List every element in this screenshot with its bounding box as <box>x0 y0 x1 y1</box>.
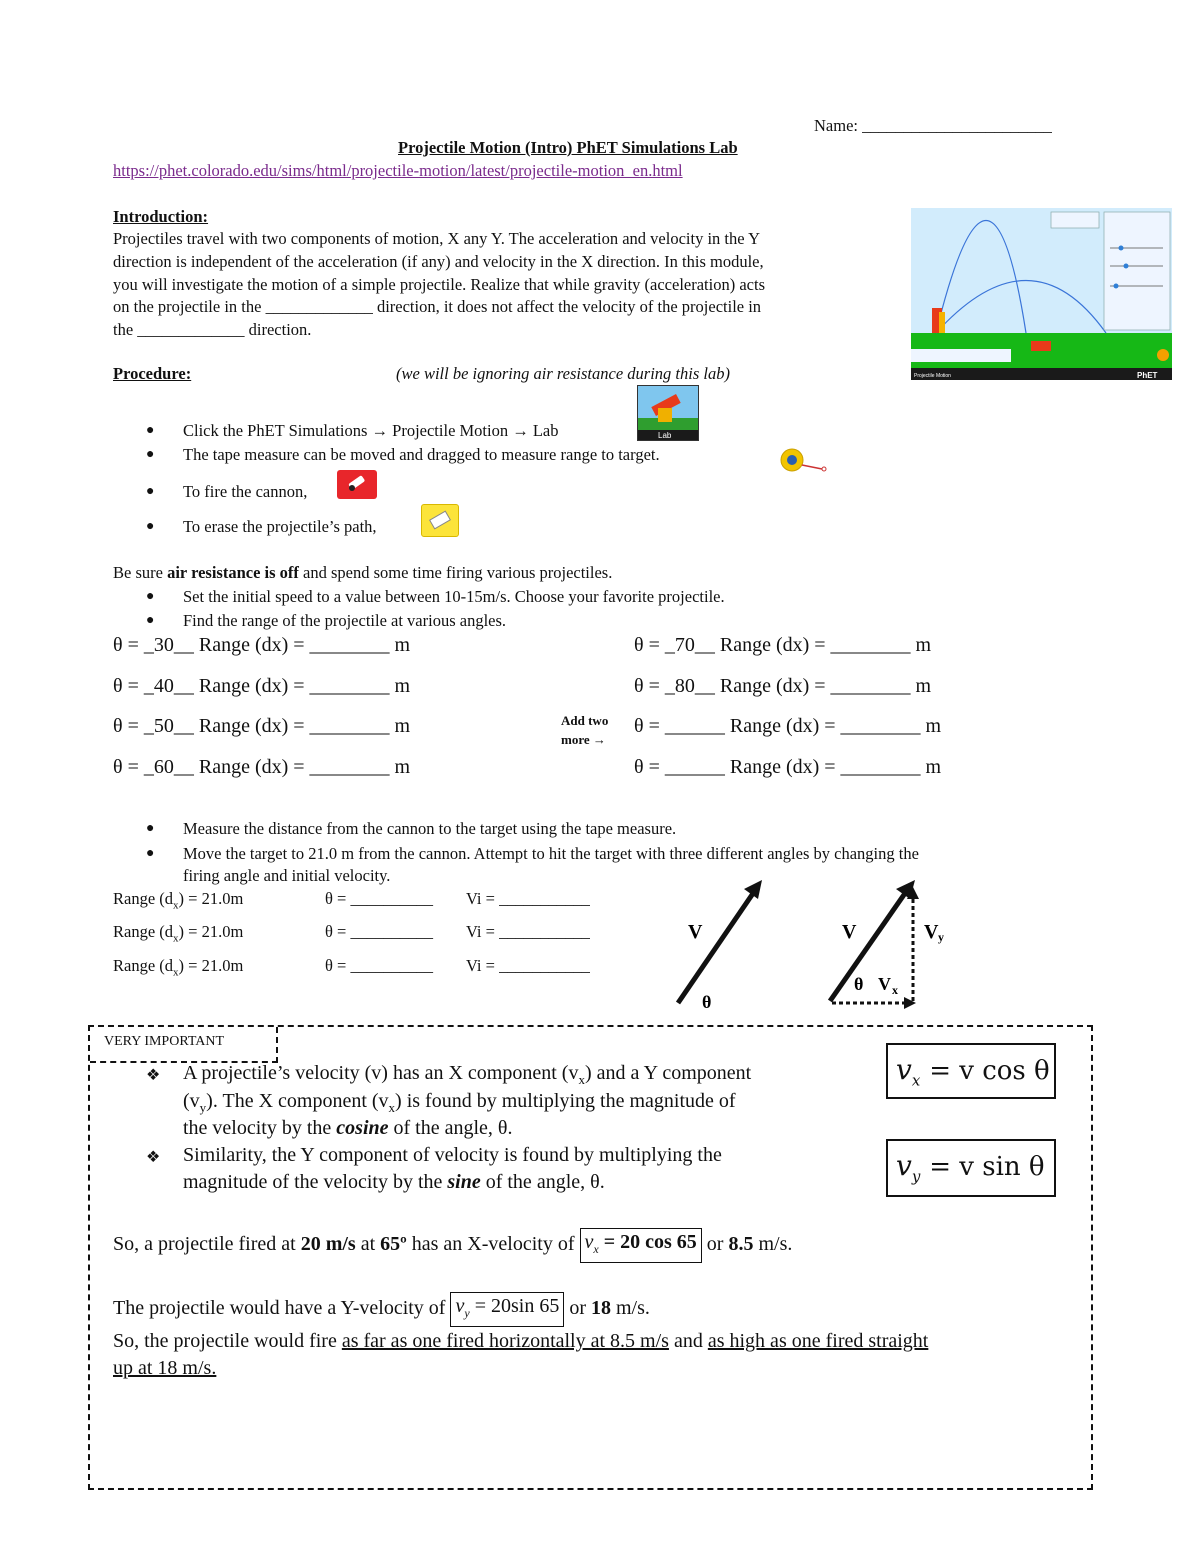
range-value: ) = 21.0m <box>178 922 244 941</box>
angle-row-right-3: θ = ______ Range (dx) = ________ m <box>634 715 942 737</box>
sim-footer-right: PhET <box>1137 371 1158 380</box>
name-field-label: Name: _______________________ <box>814 116 1052 135</box>
air-bold: air resistance is off <box>167 563 299 582</box>
ex1-box-sub: x <box>593 1242 599 1256</box>
vy-example-box <box>450 1292 564 1327</box>
x-velocity-example <box>113 1228 792 1263</box>
range-sub: x <box>173 932 179 945</box>
procedure-step-3: To fire the cannon, <box>183 482 308 501</box>
bullet-dot: ● <box>146 423 155 438</box>
velocity-label: V <box>688 921 703 943</box>
eq1-rhs: = v cos θ <box>929 1056 1050 1086</box>
velocity-arrow <box>678 889 756 1003</box>
theta-label: θ <box>854 974 864 994</box>
b1-text-b: ) and a Y component <box>584 1062 752 1084</box>
range-sub: x <box>173 966 179 979</box>
eq2-rhs: = v sin θ <box>929 1152 1045 1182</box>
theta-blank-1: θ = __________ <box>325 889 433 908</box>
important-bullet-2-line-2 <box>183 1169 605 1196</box>
b1-sub-x: x <box>578 1072 585 1087</box>
ex2-unit: m/s. <box>611 1297 650 1320</box>
b1-sub-x2: x <box>388 1100 396 1115</box>
vy-sub: y <box>938 930 944 944</box>
b1-text-g: of the angle, θ. <box>388 1117 513 1139</box>
procedure-step-1: Click the PhET Simulations → Projectile Motion → Lab <box>183 421 559 440</box>
air-bullet-1: Set the initial speed to a value between 10-15m/s. Choose your favorite projectile. <box>183 587 725 606</box>
vx-label: V <box>878 974 891 994</box>
bullet-dot: ● <box>146 846 155 861</box>
vx-example-box <box>580 1228 702 1263</box>
eq2-sub: y <box>911 1167 921 1186</box>
eq1-v: v <box>896 1053 912 1086</box>
bullet-dot: ● <box>146 484 155 499</box>
intro-line-5: the _____________ direction. <box>113 320 312 339</box>
angle-row-right-2: θ = _80__ Range (dx) = ________ m <box>634 675 932 697</box>
sim-link[interactable]: https://phet.colorado.edu/sims/html/projectile-motion/latest/projectile-motion_en.html <box>113 161 683 180</box>
page-title: Projectile Motion (Intro) PhET Simulations Lab <box>398 138 738 157</box>
important-label: VERY IMPORTANT <box>104 1034 225 1049</box>
lab-icon <box>637 385 699 441</box>
angle-row-right-1: θ = _70__ Range (dx) = ________ m <box>634 634 932 656</box>
intro-line-1: Projectiles travel with two components of motion, X any Y. The acceleration and velocity in the Y <box>113 229 761 248</box>
fire-button-icon <box>337 470 377 499</box>
important-bullet-1-line-3 <box>183 1115 513 1142</box>
ex2-after: or <box>564 1297 591 1320</box>
components-vector-diagram <box>820 875 960 1015</box>
air-resistance-instruction <box>113 563 612 583</box>
angle-row-left-3: θ = _50__ Range (dx) = ________ m <box>113 715 411 737</box>
theta-label: θ <box>702 992 712 1012</box>
b2-text-b: of the angle, θ. <box>480 1171 605 1193</box>
conc-u2: as high as one fired straight <box>707 1330 929 1352</box>
important-bullet-2-line-1: Similarity, the Y component of velocity is found by multiplying the <box>183 1144 722 1166</box>
ex1-pre: So, a projectile fired at <box>113 1233 301 1256</box>
angle-row-right-4: θ = ______ Range (dx) = ________ m <box>634 756 942 778</box>
velocity-vector-diagram <box>660 875 780 1015</box>
b1-text-e: ) is found by multiplying the magnitude of <box>395 1090 736 1112</box>
ex2-result: 18 <box>591 1297 611 1320</box>
air-bullet-2: Find the range of the projectile at various angles. <box>183 611 507 630</box>
y-velocity-example <box>113 1292 650 1327</box>
intro-line-2: direction is independent of the acceleration (if any) and velocity in the X direction. In this module, <box>113 252 764 271</box>
procedure-heading: Procedure: <box>113 364 192 383</box>
b1-sub-y: y <box>199 1100 207 1115</box>
range-label: Range (d <box>113 922 174 941</box>
target-bullet-2: Move the target to 21.0 m from the cannon. Attempt to hit the target with three different angles by changing the <box>183 844 919 863</box>
eq1-sub: x <box>911 1071 921 1090</box>
range-row-2 <box>113 922 243 944</box>
ex2-box-rhs: = 20sin 65 <box>474 1295 560 1317</box>
air-pre: Be sure <box>113 563 168 582</box>
vi-blank-2: Vi = ___________ <box>466 922 590 941</box>
angle-row-left-4: θ = _60__ Range (dx) = ________ m <box>113 756 411 778</box>
ex2-box-v: v <box>455 1295 465 1317</box>
b1-text-c: (v <box>183 1090 200 1112</box>
conc-pre: So, the projectile would fire <box>113 1330 342 1352</box>
conclusion-line-1 <box>113 1330 928 1353</box>
vy-equation-box <box>886 1139 1056 1197</box>
tape-measure-icon <box>778 447 830 482</box>
ex1-post: has an X-velocity of <box>406 1233 575 1256</box>
theta-blank-2: θ = __________ <box>325 922 433 941</box>
conclusion-line-2: up at 18 m/s. <box>113 1357 217 1379</box>
add-two-label: Add two <box>561 713 609 728</box>
ex1-angle: 65º <box>380 1233 407 1256</box>
intro-heading: Introduction: <box>113 207 209 226</box>
diamond-bullet: ❖ <box>146 1149 161 1166</box>
range-value: ) = 21.0m <box>178 956 244 975</box>
ex2-pre: The projectile would have a Y-velocity of <box>113 1297 446 1320</box>
intro-line-4: on the projectile in the _____________ direction, it does not affect the velocity of the projectile in <box>113 297 762 316</box>
target-bullet-1: Measure the distance from the cannon to the target using the tape measure. <box>183 819 677 838</box>
range-sub: x <box>173 899 179 912</box>
eq2-v: v <box>896 1149 912 1182</box>
angle-row-left-2: θ = _40__ Range (dx) = ________ m <box>113 675 411 697</box>
theta-blank-3: θ = __________ <box>325 956 433 975</box>
range-row-1 <box>113 889 243 911</box>
angle-row-left-1: θ = _30__ Range (dx) = ________ m <box>113 634 411 656</box>
procedure-step-4: To erase the projectile’s path, <box>183 517 377 536</box>
vx-sub: x <box>892 983 898 997</box>
conc-u1: as far as one fired horizontally at 8.5 m/s <box>341 1330 669 1352</box>
sim-control-panel <box>1104 212 1170 330</box>
b1-text-f: the velocity by the <box>183 1117 337 1139</box>
ex1-box-rhs: = 20 cos 65 <box>603 1231 697 1253</box>
sim-scene <box>911 208 1172 380</box>
procedure-note: (we will be ignoring air resistance during this lab) <box>396 364 730 383</box>
lab-icon-label: Lab <box>658 431 672 440</box>
conc-mid: and <box>668 1330 708 1352</box>
bullet-dot: ● <box>146 589 155 604</box>
b1-cosine: cosine <box>336 1117 389 1139</box>
sim-screenshot <box>911 208 1172 380</box>
ex1-result: 8.5 <box>728 1233 754 1256</box>
ex1-box-v: v <box>584 1231 594 1253</box>
b1-text-a: A projectile’s velocity (v) has an X component (v <box>183 1062 579 1084</box>
eraser-icon <box>421 504 459 537</box>
vy-label: V <box>924 921 939 943</box>
bullet-dot: ● <box>146 447 155 462</box>
diamond-bullet: ❖ <box>146 1067 161 1084</box>
ex1-after: or <box>701 1233 729 1256</box>
more-label: more → <box>561 732 606 747</box>
resultant-label: V <box>842 921 857 943</box>
b2-sine: sine <box>447 1171 481 1193</box>
bullet-dot: ● <box>146 519 155 534</box>
ex1-mid: at <box>355 1233 381 1256</box>
range-label: Range (d <box>113 956 174 975</box>
ex1-unit: m/s. <box>753 1233 793 1256</box>
ex2-box-sub: y <box>464 1306 470 1320</box>
range-value: ) = 21.0m <box>178 889 244 908</box>
range-row-3 <box>113 956 243 978</box>
b1-text-d: ). The X component (v <box>206 1090 389 1112</box>
intro-line-3: you will investigate the motion of a simple projectile. Realize that while gravity (acceleration) acts <box>113 275 765 294</box>
vx-equation-box <box>886 1043 1056 1099</box>
procedure-step-2: The tape measure can be moved and dragged to measure range to target. <box>183 445 660 464</box>
range-label: Range (d <box>113 889 174 908</box>
bullet-dot: ● <box>146 613 155 628</box>
target-bullet-2-cont: firing angle and initial velocity. <box>183 866 391 885</box>
ex1-speed: 20 m/s <box>300 1233 356 1256</box>
vi-blank-1: Vi = ___________ <box>466 889 590 908</box>
sim-footer-left: Projectile Motion <box>914 373 951 379</box>
air-post: and spend some time firing various projectiles. <box>298 563 613 582</box>
vi-blank-3: Vi = ___________ <box>466 956 590 975</box>
b2-text-a: magnitude of the velocity by the <box>183 1171 448 1193</box>
bullet-dot: ● <box>146 821 155 836</box>
